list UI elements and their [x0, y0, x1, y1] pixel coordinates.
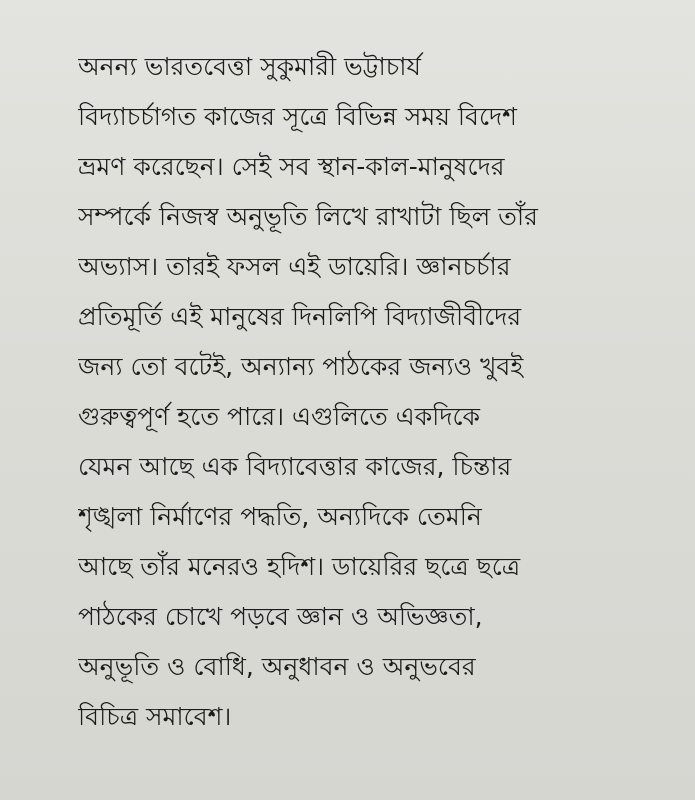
text-line-7: জন্য তো বটেই, অন্যান্য পাঠকের জন্যও খুবই — [78, 352, 524, 381]
text-line-10: শৃঙ্খলা নির্মাণের পদ্ধতি, অন্যদিকে তেমনি — [78, 502, 482, 531]
text-line-13: অনুভূতি ও বোধি, অনুধাবন ও অনুভবের — [78, 652, 476, 681]
text-line-2: বিদ্যাচর্চাগত কাজের সূত্রে বিভিন্ন সময় বিদেশ — [78, 102, 517, 131]
text-line-5: অভ্যাস। তারই ফসল এই ডায়েরি। জ্ঞানচর্চার — [78, 252, 511, 281]
text-line-12: পাঠকের চোখে পড়বে জ্ঞান ও অভিজ্ঞতা, — [78, 602, 483, 631]
text-line-4: সম্পর্কে নিজস্ব অনুভূতি লিখে রাখাটা ছিল তাঁর — [78, 202, 538, 231]
text-line-6: প্রতিমূর্তি এই মানুষের দিনলিপি বিদ্যাজীবীদের — [78, 302, 522, 331]
text-line-8: গুরুত্বপূর্ণ হতে পারে। এগুলিতে একদিকে — [78, 402, 481, 431]
text-line-3: ভ্রমণ করেছেন। সেই সব স্থান-কাল-মানুষদের — [78, 152, 505, 181]
blurb-paragraph — [78, 42, 668, 742]
text-line-1: অনন্য ভারতবেত্তা সুকুমারী ভট্টাচার্য — [78, 52, 421, 81]
text-line-11: আছে তাঁর মনেরও হদিশ। ডায়েরির ছত্রে ছত্রে — [78, 552, 521, 581]
text-line-14: বিচিত্র সমাবেশ। — [78, 702, 232, 731]
text-line-9: যেমন আছে এক বিদ্যাবেত্তার কাজের, চিন্তার — [78, 452, 512, 481]
